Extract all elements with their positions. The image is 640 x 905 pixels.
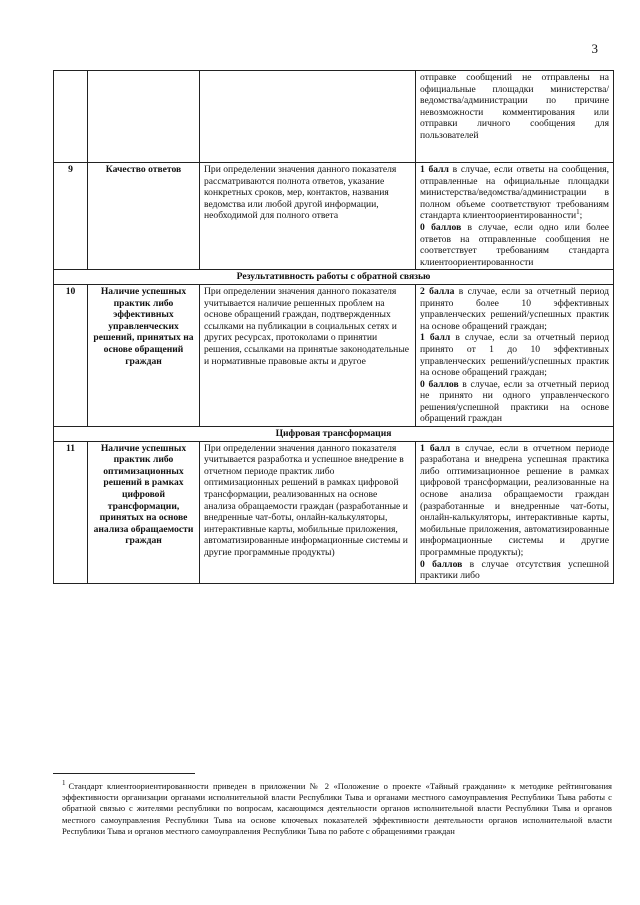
footnote-text: Стандарт клиентоориентированности приведен в приложении № 2 «Положение о проекте «Тайный гражданин» к методике рейтингования эффективности организации органами исполнительной власти Республики Тыва и органами местного самоуправления Республики Тыва работы с обратной связью с жителями республики по вопросам, касающимся деятельности органов исполнительной власти Республики Тыва и органов местного самоуправления Республики Тыва на основе ключевых показателей эффективности деятельности органов исполнительной власти Республики Тыва и органов местного самоуправления Республики Тыва по работе с обращениями граждан	[62, 781, 612, 836]
page-number: 3	[591, 41, 598, 56]
scoring-cell	[416, 163, 614, 270]
description-cell: При определении значения данного показателя учитывается разработка и успешное внедрение в отчетном периоде практик либо оптимизационных решений в рамках цифровой трансформации, реализованных на основе анализа обращаемости граждан (разработанные и внедренные чат-боты, онлайн-калькуляторы, интерактивные карты, мобильные приложения, автоматизированные информационные системы и другие программные продукты)	[200, 441, 416, 583]
score-value: 0 баллов	[420, 558, 463, 570]
row-number-cell: 10	[54, 284, 88, 426]
score-condition: в случае, если за отчетный период не принято ни одного управленческого решения/успешной практики на основе обращений граждан	[420, 378, 609, 425]
scoring-option	[420, 164, 609, 222]
row-number-cell: 11	[54, 441, 88, 583]
row-number-cell: 9	[54, 163, 88, 270]
criterion-name-cell: Качество ответов	[88, 163, 200, 270]
punctuation: ;	[579, 210, 583, 222]
section-title: Результативность работы с обратной связью	[54, 270, 614, 285]
score-condition: в случае отсутствия успешной практики либо	[420, 558, 609, 582]
description-cell	[200, 71, 416, 163]
scoring-option	[420, 559, 609, 582]
criterion-name-cell	[88, 71, 200, 163]
footnote-divider	[53, 773, 195, 774]
score-condition: в случае, если в отчетном периоде разработана и внедрена успешная практика либо оптимизационное решение в рамках цифровой трансформации, реализованные на основе анализа обращаемости граждан (разработанные и внедренные чат-боты, онлайн-калькуляторы, интерактивные карты, мобильные приложения, автоматизированные информационные системы и другие программные продукты);	[420, 442, 609, 558]
score-condition: в случае, если за отчетный период принято от 1 до 10 эффективных управленческих решений/успешных практик на основе обращений граждан;	[420, 332, 609, 379]
description-cell: При определении значения данного показателя учитывается наличие решенных проблем на основе обращений граждан, подтвержденных ссылками на публикации в социальных сетях и других ресурсах, протоколами о принятии решения, ссылками на принятые законодательные и нормативные правовые акты и другое	[200, 284, 416, 426]
criteria-table	[53, 70, 614, 584]
footnote-marker: 1	[62, 779, 66, 788]
score-condition: в случае, если ответы на сообщения, отправленные на официальные площадки министерства/ведомства/администрации в полном объеме соответствуют требованиям стандарта клиентоориентированности	[420, 164, 609, 222]
scoring-cell	[416, 284, 614, 426]
criterion-name-cell: Наличие успешных практик либо оптимизационных решений в рамках цифровой трансформации, принятых на основе анализа обращаемости граждан	[88, 441, 200, 583]
score-condition: в случае, если одно или более ответов на отправленные сообщения не соответствует требованиям стандарта клиентоориентированности	[420, 221, 609, 268]
score-value: 0 баллов	[420, 378, 459, 390]
criterion-name-cell: Наличие успешных практик либо эффективных управленческих решений, принятых на основе обращений граждан	[88, 284, 200, 426]
scoring-option	[420, 332, 609, 378]
score-value: 2 балла	[420, 285, 455, 297]
scoring-option	[420, 222, 609, 268]
scoring-cell	[416, 71, 614, 163]
footnote	[62, 781, 612, 837]
scoring-option	[420, 286, 609, 332]
table-row	[54, 163, 614, 270]
description-cell: При определении значения данного показателя рассматриваются полнота ответов, указание конкретных сроков, мер, контактов, названия ведомства или любой другой информации, необходимой для полного ответа	[200, 163, 416, 270]
table-row	[54, 284, 614, 426]
section-title: Цифровая трансформация	[54, 427, 614, 442]
scoring-option	[420, 443, 609, 559]
score-value: 1 балл	[420, 332, 451, 344]
table-row	[54, 71, 614, 163]
table-row	[54, 441, 614, 583]
section-row	[54, 270, 614, 285]
score-value: 1 балл	[420, 442, 451, 454]
score-value: 1 балл	[420, 164, 449, 175]
row-number-cell	[54, 71, 88, 163]
score-value: 0 баллов	[420, 221, 462, 233]
scoring-option	[420, 379, 609, 425]
score-condition: в случае, если за отчетный период принято более 10 эффективных управленческих решений/успешных практик на основе обращений граждан;	[420, 285, 609, 332]
scoring-cell	[416, 441, 614, 583]
section-row	[54, 427, 614, 442]
scoring-text: отправке сообщений не отправлены на официальные площадки министерства/ведомства/администрации по причине невозможности комментирования или отправки личного сообщения для пользователей	[420, 72, 609, 141]
footnote-ref: 1	[576, 208, 580, 217]
